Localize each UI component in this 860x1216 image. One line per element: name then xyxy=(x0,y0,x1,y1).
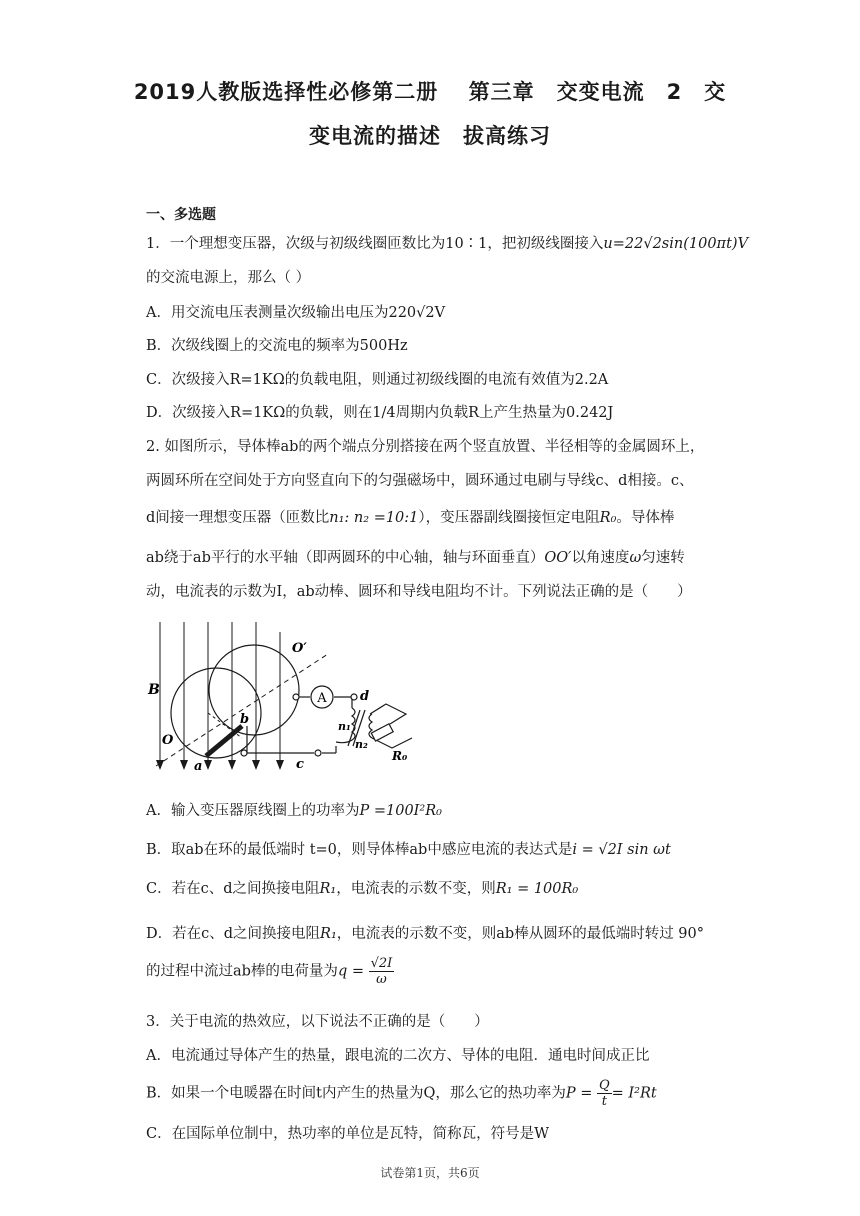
q2-option-d-line1 xyxy=(146,922,704,943)
label-b: b xyxy=(240,712,250,727)
q2-option-b xyxy=(146,838,671,859)
q3-option-c: C．在国际单位制中，热功率的单位是瓦特，简称瓦，符号是W xyxy=(146,1126,549,1142)
q2-option-a xyxy=(146,799,442,820)
q3-option-b-fraction xyxy=(597,1078,612,1109)
q2-stem-line3 xyxy=(146,506,674,527)
q2-text: ab绕于ab平行的水平轴（即两圆环的中心轴，轴与环面垂直） xyxy=(146,550,545,566)
fraction-denominator: t xyxy=(601,1094,607,1109)
page-title-line2: 变电流的描述 拔高练习 xyxy=(309,124,551,148)
label-n1: n₁ xyxy=(338,720,351,733)
label-r0: R₀ xyxy=(392,749,408,763)
q3-option-b-p: P = xyxy=(565,1085,593,1102)
q1-option-a: A．用交流电压表测量次级输出电压为220√2V xyxy=(146,305,446,321)
q2-text: 匀速转 xyxy=(641,550,685,566)
q2-option-d-text2: ，电流表的示数不变，则ab棒从圆环的最低端时转过 90° xyxy=(336,926,705,942)
label-o-prime: O′ xyxy=(292,641,307,656)
q2-stem-line2: 两圆环所在空间处于方向竖直向下的匀强磁场中，圆环通过电刷与导线c、d相接。c、 xyxy=(146,473,694,489)
q2-axis: OO′ xyxy=(544,550,572,566)
q2-text: 。导体棒 xyxy=(616,510,675,526)
q2-stem-line1: 2. 如图所示，导体棒ab的两个端点分别搭接在两个竖直放置、半径相等的金属圆环上， xyxy=(146,439,705,455)
resistor-r0 xyxy=(371,724,393,741)
q2-option-a-formula: P =100I²R₀ xyxy=(359,803,442,819)
label-c: c xyxy=(296,757,304,772)
q2-option-b-formula: i = √2I sin ωt xyxy=(572,842,671,858)
label-d: d xyxy=(360,689,370,704)
q2-option-b-text: B．取ab在环的最低端时 t=0，则导体棒ab中感应电流的表达式是 xyxy=(146,842,573,858)
q2-text: 以角速度 xyxy=(571,550,630,566)
q2-option-a-text: A．输入变压器原线圈上的功率为 xyxy=(146,803,360,819)
q1-stem-line2: 的交流电源上，那么（ ） xyxy=(146,270,311,286)
label-o: O xyxy=(162,733,174,748)
q1-stem-text: 1．一个理想变压器，次级与初级线圈匝数比为10∶1，把初级线圈接入 xyxy=(146,236,604,252)
fraction-numerator: √2I xyxy=(370,956,393,971)
q1-formula: u=22√2sin(100πt)V xyxy=(603,236,749,252)
q3-option-b-rhs: = I²Rt xyxy=(611,1085,657,1102)
q2-text: ），变压器副线圈接恒定电阻 xyxy=(418,510,600,526)
q2-omega: ω xyxy=(629,550,642,566)
label-n2: n₂ xyxy=(355,738,368,751)
page-title-line1: 2019人教版选择性必修第二册 第三章 交变电流 2 交 xyxy=(133,80,727,104)
q2-stem-line4 xyxy=(146,546,685,567)
page-footer: 试卷第1页，共6页 xyxy=(380,1166,480,1180)
q1-option-c: C．次级接入R=1KΩ的负载电阻，则通过初级线圈的电流有效值为2.2A xyxy=(146,372,609,388)
q2-option-d-text3: 的过程中流过ab棒的电荷量为 xyxy=(146,963,338,980)
q2-figure xyxy=(146,618,436,776)
q2-option-d-line2 xyxy=(146,956,394,987)
q2-option-c xyxy=(146,877,578,898)
q1-stem-line1 xyxy=(146,232,748,253)
q2-option-d-r1: R₁ xyxy=(320,926,337,942)
q1-option-d: D．次级接入R=1KΩ的负载，则在1/4周期内负载R上产生热量为0.242J xyxy=(146,405,614,421)
q1-option-b: B．次级线圈上的交流电的频率为500Hz xyxy=(146,338,408,354)
q2-r0: R₀ xyxy=(599,510,617,526)
q2-turns-ratio: n₁: n₂ =10:1 xyxy=(329,510,419,526)
q2-option-c-r1: R₁ xyxy=(319,881,337,897)
q2-option-d-q: q = xyxy=(337,963,364,980)
q2-option-c-text: C．若在c、d之间换接电阻 xyxy=(146,881,320,897)
q3-option-a: A．电流通过导体产生的热量，跟电流的二次方、导体的电阻．通电时间成正比 xyxy=(146,1048,650,1064)
q3-stem: 3．关于电流的热效应，以下说法不正确的是（ ） xyxy=(146,1014,489,1030)
q2-option-d-fraction xyxy=(369,956,395,987)
ammeter-label: A xyxy=(317,691,327,706)
fraction-denominator: ω xyxy=(376,972,387,987)
q2-option-c-formula: R₁ = 100R₀ xyxy=(495,881,579,897)
q2-text: d间接一理想变压器（匝数比 xyxy=(146,510,330,526)
q3-option-b xyxy=(146,1078,657,1109)
fraction-numerator: Q xyxy=(599,1078,610,1093)
q3-option-b-text: B．如果一个电暖器在时间t内产生的热量为Q，那么它的热功率为 xyxy=(146,1085,566,1102)
q2-stem-line5: 动，电流表的示数为I，ab动棒、圆环和导线电阻均不计。下列说法正确的是（ ） xyxy=(146,584,692,600)
section-heading: 一、多选题 xyxy=(146,207,216,223)
label-b-field: B xyxy=(148,682,160,698)
q2-option-d-text: D．若在c、d之间换接电阻 xyxy=(146,926,321,942)
label-a: a xyxy=(194,759,203,774)
q2-option-c-text2: ，电流表的示数不变，则 xyxy=(336,881,496,897)
